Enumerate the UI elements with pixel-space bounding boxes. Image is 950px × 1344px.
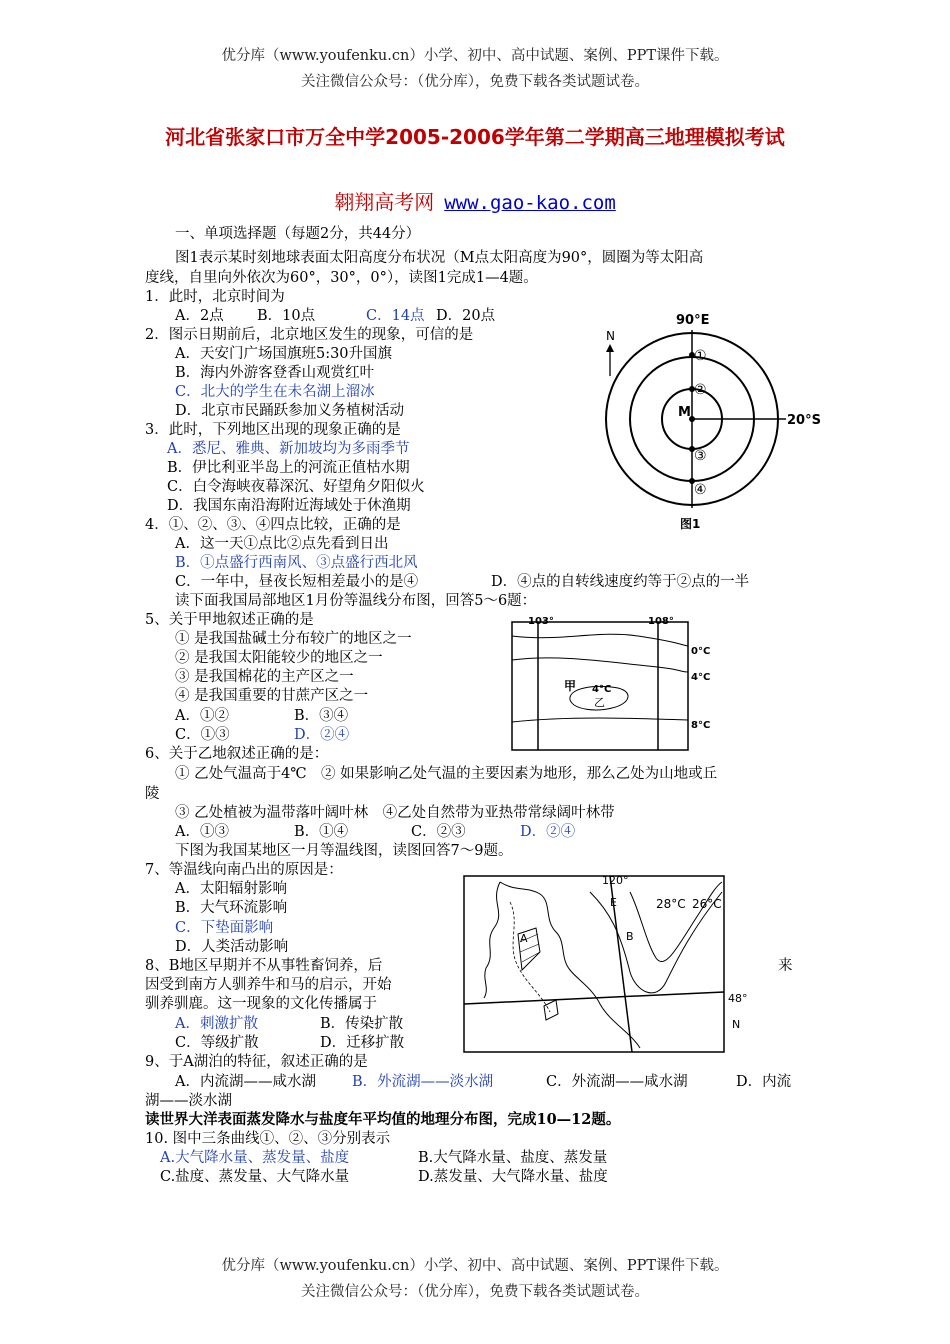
q8-option-a: A．刺激扩散 <box>175 1016 258 1032</box>
q4-stem: 4．①、②、③、④四点比较，正确的是 <box>145 517 401 533</box>
fig2-yi: 乙 <box>594 696 605 709</box>
intro-1a: 图1表示某时刻地球表面太阳高度分布状况（M点太阳高度为90°，圆圈为等太阳高 <box>175 250 704 266</box>
q5-option-c: C．①③ <box>175 727 230 743</box>
fig1-point-m: M <box>678 405 691 420</box>
q1-stem: 1．此时，北京时间为 <box>145 289 285 305</box>
q5-item-1: ① 是我国盐碱土分布较广的地区之一 <box>175 631 412 647</box>
q10-option-b: B.大气降水量、盐度、蒸发量 <box>418 1150 608 1166</box>
q6-option-d: D．②④ <box>520 824 576 840</box>
q2-option-a: A．天安门广场国旗班5:30升国旗 <box>175 346 393 362</box>
header-line-2: 关注微信公众号：（优分库），免费下载各类试题试卷。 <box>301 74 649 90</box>
footer-line-2: 关注微信公众号：（优分库），免费下载各类试题试卷。 <box>301 1284 649 1300</box>
fig3-n: N <box>732 1018 741 1031</box>
q2-option-b: B．海内外游客登香山观赏红叶 <box>175 365 375 381</box>
q6-option-c: C．②③ <box>411 824 466 840</box>
page-title: 河北省张家口市万全中学2005-2006学年第二学期高三地理模拟考试 <box>165 125 785 149</box>
q9-option-a: A．内流湖——咸水湖 <box>175 1074 316 1090</box>
fig3-label-a: A <box>520 932 528 945</box>
q9-option-d-2: 湖——淡水湖 <box>145 1093 232 1109</box>
figure-1 <box>590 308 830 534</box>
q7-option-c: C．下垫面影响 <box>175 920 274 936</box>
q8-option-b: B．传染扩散 <box>320 1016 404 1032</box>
q4-option-a: A．这一天①点比②点先看到日出 <box>175 536 389 552</box>
q9-option-c: C．外流湖——咸水湖 <box>546 1074 688 1090</box>
q9-stem: 9、于A湖泊的特征，叙述正确的是 <box>145 1054 368 1070</box>
fig2-iso-8: 8°C <box>691 720 711 731</box>
q3-option-a: A．悉尼、雅典、新加坡均为多雨季节 <box>167 441 410 457</box>
q6-option-a: A．①③ <box>175 824 229 840</box>
q5-stem: 5、关于甲地叙述正确的是 <box>145 612 314 628</box>
fig3-label-b: B <box>626 930 634 943</box>
q8-option-d: D．迁移扩散 <box>320 1035 405 1051</box>
q4-option-b: B．①点盛行西南风、③点盛行西北风 <box>175 555 418 571</box>
fig3-temp-26: 26°C <box>692 897 722 911</box>
q6-stem: 6、关于乙地叙述正确的是： <box>145 746 329 762</box>
q1-option-b: B．10点 <box>257 308 316 324</box>
fig2-lon-103: 103° <box>528 616 554 627</box>
fig1-north-label: N <box>606 329 615 343</box>
fig1-caption: 图1 <box>680 517 701 531</box>
fig1-point-3: ③ <box>694 448 707 464</box>
q3-stem: 3．此时，下列地区出现的现象正确的是 <box>145 422 401 438</box>
fig2-lon-108: 108° <box>648 616 674 627</box>
q7-option-a: A．太阳辐射影响 <box>175 881 287 897</box>
q6-option-b: B．①④ <box>294 824 349 840</box>
q4-option-c: C．一年中，昼夜长短相差最小的是④ <box>175 574 419 590</box>
q9-option-d-1: D．内流 <box>736 1074 792 1090</box>
fig3-lat: 48° <box>728 992 748 1005</box>
q3-option-c: C．白令海峡夜幕深沉、好望角夕阳似火 <box>167 479 425 495</box>
q3-option-d: D．我国东南沿海附近海域处于休渔期 <box>167 498 411 514</box>
header-line-1: 优分库（www.youfenku.cn）小学、初中、高中试题、案例、PPT课件下载。 <box>221 48 729 64</box>
figure-2 <box>508 614 720 756</box>
fig1-right-label: 20°S <box>787 413 821 428</box>
q9-option-b: B．外流湖——淡水湖 <box>352 1074 494 1090</box>
q7-stem: 7、等温线向南凸出的原因是： <box>145 862 343 878</box>
fig3-label-e: E <box>610 896 617 909</box>
q8-stem-2: 因受到南方人驯养牛和马的启示，开始 <box>145 977 392 993</box>
q3-option-b: B．伊比利亚半岛上的河流正值枯水期 <box>167 460 410 476</box>
q10-stem: 10. 图中三条曲线①、②、③分别表示 <box>145 1131 391 1147</box>
site-name: 翱翔高考网 <box>334 190 435 214</box>
fig3-temp-28: 28°C <box>656 897 686 911</box>
intro-4: 读世界大洋表面蒸发降水与盐度年平均值的地理分布图，完成10—12题。 <box>145 1111 621 1128</box>
q4-option-d: D．④点的自转线速度约等于②点的一半 <box>491 574 750 590</box>
fig1-top-label: 90°E <box>676 313 710 328</box>
fig2-iso-0: 0°C <box>691 646 711 657</box>
q7-option-d: D．人类活动影响 <box>175 939 289 955</box>
fig1-point-2: ② <box>694 382 707 398</box>
figure-3 <box>460 872 760 1058</box>
intro-3: 下图为我国某地区一月等温线图，读图回答7～9题。 <box>175 843 513 859</box>
intro-1b: 度线，自里向外依次为60°，30°，0°），读图1完成1—4题。 <box>145 270 538 286</box>
q8-stem-3: 驯养驯鹿。这一现象的文化传播属于 <box>145 996 377 1012</box>
fig3-lon: 120° <box>602 874 629 887</box>
q5-item-2: ② 是我国太阳能较少的地区之一 <box>175 650 383 666</box>
section-heading: 一、单项选择题（每题2分，共44分） <box>175 226 421 242</box>
q5-item-4: ④ 是我国重要的甘蔗产区之一 <box>175 688 369 704</box>
q6-line-1a: ① 乙处气温高于4℃ ② 如果影响乙处气温的主要因素为地形，那么乙处为山地或丘 <box>175 766 718 782</box>
intro-2: 读下面我国局部地区1月份等温线分布图，回答5～6题： <box>175 593 537 609</box>
q1-option-a: A．2点 <box>175 308 224 324</box>
fig1-point-4: ④ <box>694 482 707 498</box>
q2-stem: 2．图示日期前后，北京地区发生的现象，可信的是 <box>145 327 474 343</box>
q5-option-b: B．③④ <box>294 708 349 724</box>
q6-line-2: ③ 乙处植被为温带落叶阔叶林 ④乙处自然带为亚热带常绿阔叶林带 <box>175 805 615 821</box>
q5-option-d: D．②④ <box>294 727 350 743</box>
fig1-point-1: ① <box>694 348 707 364</box>
q8-option-c: C．等级扩散 <box>175 1035 259 1051</box>
site-link[interactable]: www.gao-kao.com <box>444 192 616 214</box>
q1-option-d: D．20点 <box>436 308 496 324</box>
q6-line-1b: 陵 <box>145 786 160 802</box>
q10-option-d: D.蒸发量、大气降水量、盐度 <box>418 1169 608 1185</box>
q8-stem-1b: 来 <box>778 958 793 974</box>
fig2-jia: 甲 <box>564 679 577 693</box>
q1-option-c: C．14点 <box>366 308 425 324</box>
q5-option-a: A．①② <box>175 708 229 724</box>
fig2-iso-4: 4°C <box>691 672 711 683</box>
q8-stem-1: 8、B地区早期并不从事牲畜饲养，后 <box>145 958 383 974</box>
fig2-jia-temp: 4°C <box>592 684 612 695</box>
q5-item-3: ③ 是我国棉花的主产区之一 <box>175 669 354 685</box>
q7-option-b: B．大气环流影响 <box>175 900 288 916</box>
q10-option-c: C.盐度、蒸发量、大气降水量 <box>160 1169 350 1185</box>
q2-option-c: C．北大的学生在未名湖上溜冰 <box>175 384 375 400</box>
footer-line-1: 优分库（www.youfenku.cn）小学、初中、高中试题、案例、PPT课件下载。 <box>221 1258 729 1274</box>
q2-option-d: D．北京市民踊跃参加义务植树活动 <box>175 403 405 419</box>
site-line <box>0 186 950 215</box>
north-arrowhead-icon <box>606 344 614 352</box>
q10-option-a: A.大气降水量、蒸发量、盐度 <box>160 1150 350 1166</box>
